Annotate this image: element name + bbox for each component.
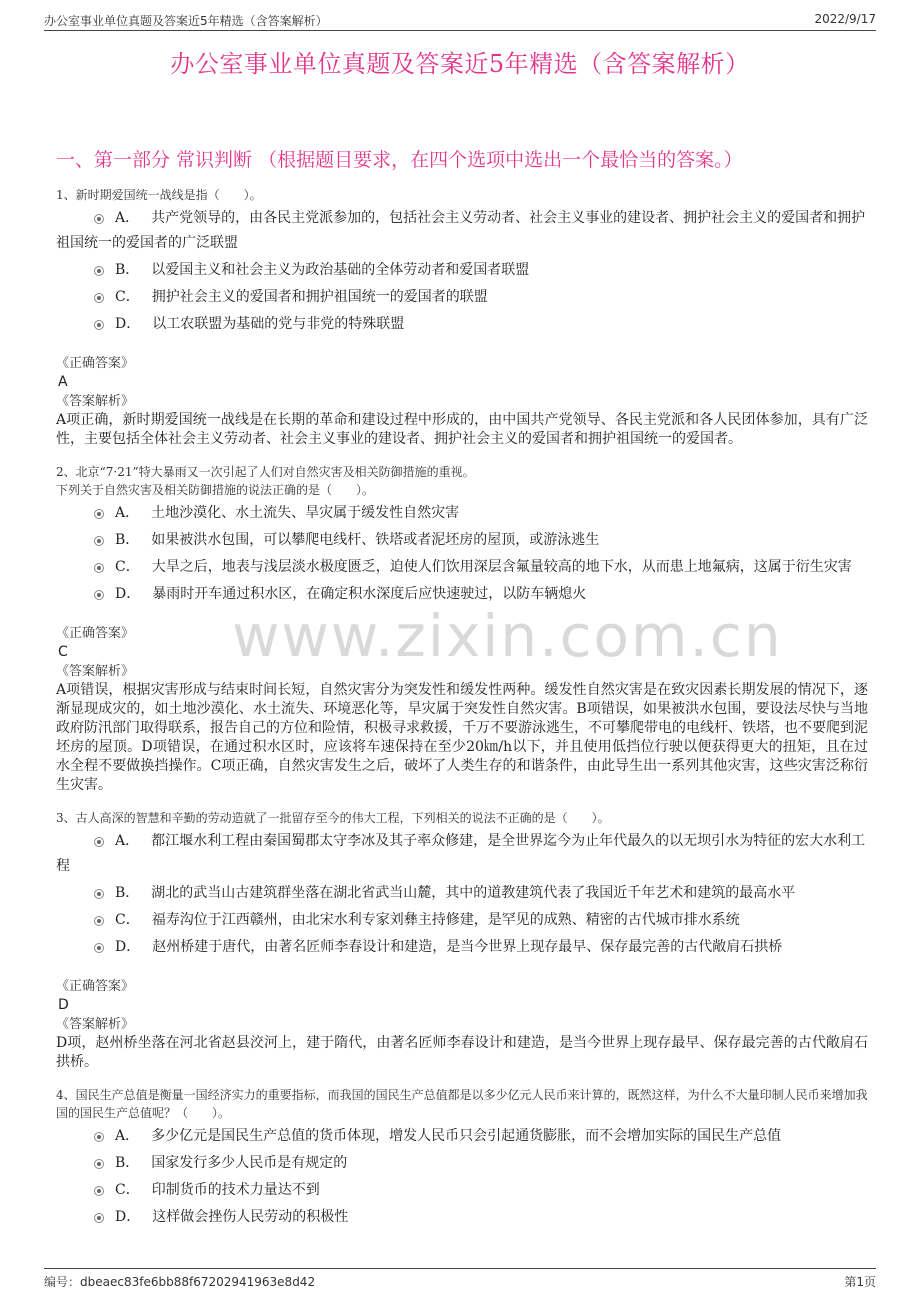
option-a[interactable]: A． 都江堰水利工程由秦国蜀郡太守李冰及其子率众修建，是全世界迄今为止年代最久的以无坝引水为特征的宏大水利工程 — [56, 833, 866, 874]
document-id: 编号：dbeaec83fe6bb88f67202941963e8d42 — [44, 1275, 316, 1289]
option-a[interactable]: A． 多少亿元是国民生产总值的货币体现，增发人民币只会引起通货膨胀，而不会增加实际的国民生产总值 — [56, 1124, 868, 1149]
option-text: 印制货币的技术力量达不到 — [151, 1182, 320, 1198]
question-4 — [56, 1086, 868, 1230]
option-text: 这样做会挫伤人民劳动的积极性 — [152, 1209, 349, 1225]
option-c[interactable]: C． 大旱之后，地表与浅层淡水极度匮乏，迫使人们饮用深层含氟量较高的地下水，从而患上地氟病，这属于衍生灾害 — [56, 555, 868, 580]
option-text: 大旱之后，地表与浅层淡水极度匮乏，迫使人们饮用深层含氟量较高的地下水，从而患上地氟病，这属于衍生灾害 — [151, 559, 852, 575]
radio-icon[interactable] — [94, 943, 104, 953]
option-d[interactable]: D． 以工农联盟为基础的党与非党的特殊联盟 — [56, 312, 868, 337]
page-header — [44, 10, 876, 31]
option-text: 多少亿元是国民生产总值的货币体现，增发人民币只会引起通货膨胀，而不会增加实际的国民生产总值 — [151, 1128, 782, 1144]
option-text: 都江堰水利工程由秦国蜀郡太守李冰及其子率众修建，是全世界迄今为止年代最久的以无坝引水为特征的宏大水利工程 — [56, 833, 866, 874]
radio-icon[interactable] — [94, 889, 104, 899]
question-stem-line2: 下列关于自然灾害及相关防御措施的说法正确的是（ ）。 — [56, 483, 375, 497]
option-text: 拥护社会主义的爱国者和拥护祖国统一的爱国者的联盟 — [151, 289, 488, 305]
page-footer — [44, 1268, 876, 1289]
radio-icon[interactable] — [94, 916, 104, 926]
option-b[interactable]: B． 湖北的武当山古建筑群坐落在湖北省武当山麓，其中的道教建筑代表了我国近千年艺术和建筑的最高水平 — [56, 881, 868, 906]
option-b[interactable]: B． 如果被洪水包围，可以攀爬电线杆、铁塔或者泥坯房的屋顶，或游泳逃生 — [56, 528, 868, 553]
question-3 — [56, 809, 868, 1072]
option-b[interactable]: B． 国家发行多少人民币是有规定的 — [56, 1151, 868, 1176]
option-c[interactable]: C． 福寿沟位于江西赣州，由北宋水利专家刘彝主持修建，是罕见的成熟、精密的古代城市排水系统 — [56, 908, 868, 933]
option-text: 暴雨时开车通过积水区，在确定积水深度后应快速驶过，以防车辆熄火 — [152, 586, 587, 602]
radio-icon[interactable] — [94, 590, 104, 600]
option-c[interactable]: C． 印制货币的技术力量达不到 — [56, 1178, 868, 1203]
question-1 — [56, 186, 868, 449]
section-heading: 一、第一部分 常识判断 （根据题目要求，在四个选项中选出一个最恰当的答案。） — [56, 149, 743, 171]
radio-icon[interactable] — [94, 293, 104, 303]
explanation-text: D项，赵州桥坐落在河北省赵县洨河上，建于隋代，由著名匠师李春设计和建造，是当今世界上现存最早、保存最完善的古代敞肩石拱桥。 — [56, 1035, 868, 1070]
option-b[interactable]: B． 以爱国主义和社会主义为政治基础的全体劳动者和爱国者联盟 — [56, 258, 868, 283]
radio-icon[interactable] — [94, 214, 104, 224]
question-2 — [56, 463, 868, 795]
option-d[interactable]: D． 暴雨时开车通过积水区，在确定积水深度后应快速驶过，以防车辆熄火 — [56, 582, 868, 607]
page-title: 办公室事业单位真题及答案近5年精选（含答案解析） — [170, 50, 750, 78]
option-text: 福寿沟位于江西赣州，由北宋水利专家刘彝主持修建，是罕见的成熟、精密的古代城市排水系统 — [151, 912, 740, 928]
option-text: 以工农联盟为基础的党与非党的特殊联盟 — [152, 316, 405, 332]
question-stem: 1、新时期爱国统一战线是指（ ）。 — [56, 188, 262, 202]
option-c[interactable]: C． 拥护社会主义的爱国者和拥护祖国统一的爱国者的联盟 — [56, 285, 868, 310]
radio-icon[interactable] — [94, 320, 104, 330]
explanation-label: 《答案解析》 — [56, 664, 135, 679]
answer-label: 《正确答案》 — [56, 356, 135, 371]
page-number: 第1页 — [844, 1275, 876, 1289]
question-stem: 4、国民生产总值是衡量一国经济实力的重要指标，而我国的国民生产总值都是以多少亿元人民币来计算的，既然这样，为什么不大量印制人民币来增加我国的国民生产总值呢？（ ）。 — [56, 1088, 868, 1120]
explanation-text: A项正确，新时期爱国统一战线是在长期的革命和建设过程中形成的，由中国共产党领导、各民主党派和各人民团体参加，具有广泛性，主要包括全体社会主义劳动者、社会主义事业的建设者、拥护社会主义的爱国者和拥护祖国统一的爱国者。 — [56, 412, 868, 447]
answer-value: A — [58, 374, 68, 390]
header-doc-title: 办公室事业单位真题及答案近5年精选（含答案解析） — [44, 14, 328, 28]
answer-value: D — [58, 997, 69, 1013]
answer-value: C — [58, 644, 68, 660]
option-text: 如果被洪水包围，可以攀爬电线杆、铁塔或者泥坯房的屋顶，或游泳逃生 — [151, 532, 600, 548]
radio-icon[interactable] — [94, 1159, 104, 1169]
option-d[interactable]: D． 赵州桥建于唐代，由著名匠师李春设计和建造，是当今世界上现存最早、保存最完善的古代敞肩石拱桥 — [56, 935, 868, 960]
radio-icon[interactable] — [94, 509, 104, 519]
option-d[interactable]: D． 这样做会挫伤人民劳动的积极性 — [56, 1205, 868, 1230]
option-a[interactable]: A． 土地沙漠化、水土流失、旱灾属于缓发性自然灾害 — [56, 501, 868, 526]
option-text: 湖北的武当山古建筑群坐落在湖北省武当山麓，其中的道教建筑代表了我国近千年艺术和建筑的最高水平 — [151, 885, 796, 901]
radio-icon[interactable] — [94, 837, 104, 847]
question-list — [56, 186, 868, 1244]
radio-icon[interactable] — [94, 536, 104, 546]
answer-label: 《正确答案》 — [56, 626, 135, 641]
option-text: 以爱国主义和社会主义为政治基础的全体劳动者和爱国者联盟 — [151, 262, 530, 278]
explanation-label: 《答案解析》 — [56, 1017, 135, 1032]
radio-icon[interactable] — [94, 1132, 104, 1142]
option-text: 土地沙漠化、水土流失、旱灾属于缓发性自然灾害 — [151, 505, 460, 521]
option-text: 国家发行多少人民币是有规定的 — [151, 1155, 348, 1171]
question-stem: 2、北京“7·21”特大暴雨又一次引起了人们对自然灾害及相关防御措施的重视。 — [56, 465, 475, 479]
answer-label: 《正确答案》 — [56, 979, 135, 994]
option-a[interactable]: A． 共产党领导的，由各民主党派参加的，包括社会主义劳动者、社会主义事业的建设者、拥护社会主义的爱国者和拥护祖国统一的爱国者的广泛联盟 — [56, 210, 866, 251]
option-text: 赵州桥建于唐代，由著名匠师李春设计和建造，是当今世界上现存最早、保存最完善的古代敞肩石拱桥 — [152, 939, 783, 955]
radio-icon[interactable] — [94, 266, 104, 276]
question-stem: 3、古人高深的智慧和辛勤的劳动造就了一批留存至今的伟大工程，下列相关的说法不正确的是（ ）。 — [56, 811, 610, 825]
explanation-label: 《答案解析》 — [56, 394, 135, 409]
header-date: 2022/9/17 — [814, 12, 876, 26]
option-text: 共产党领导的，由各民主党派参加的，包括社会主义劳动者、社会主义事业的建设者、拥护社会主义的爱国者和拥护祖国统一的爱国者的广泛联盟 — [56, 210, 866, 251]
watermark: www.zixin.com.cn — [232, 602, 783, 670]
radio-icon[interactable] — [94, 1186, 104, 1196]
explanation-text: A项错误，根据灾害形成与结束时间长短，自然灾害分为突发性和缓发性两种。缓发性自然灾害是在致灾因素长期发展的情况下，逐渐显现成灾的，如土地沙漠化、水土流失、环境恶化等，旱灾属于突发性自然灾害。B项错误，如果被洪水包围，要设法尽快与当地政府防汛部门取得联系，报告自己的方位和险情，积极寻求救援，千万不要游泳逃生，不可攀爬带电的电线杆、铁塔，也不要爬到泥坯房的屋顶。D项错误，在通过积水区时，应该将车速保持在至少20㎞/h以下，并且使用低挡位行驶以便获得更大的扭矩，且在过水全程不要做换挡操作。C项正确，自然灾害发生之后，破坏了人类生存的和谐条件，由此导生出一系列其他灾害，这些灾害泛称衍生灾害。 — [56, 682, 868, 793]
radio-icon[interactable] — [94, 1213, 104, 1223]
radio-icon[interactable] — [94, 563, 104, 573]
